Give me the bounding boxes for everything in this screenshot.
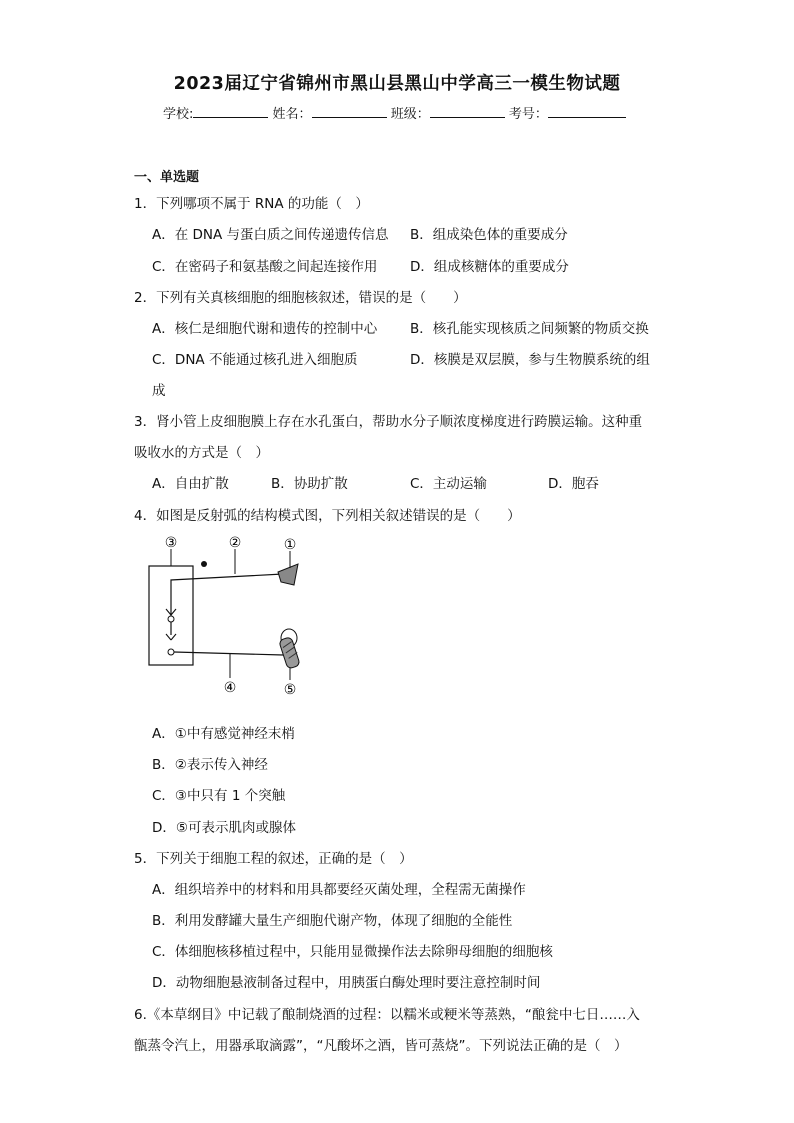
label-3: ③ <box>164 535 178 551</box>
q2-option-a: A．核仁是细胞代谢和遗传的控制中心 <box>152 321 378 337</box>
q6-stem-line1: 6.《本草纲目》中记载了酿制烧酒的过程：以糯米或粳米等蒸熟，“酿瓮中七日……入 <box>134 1007 640 1023</box>
label-4: ④ <box>223 680 237 696</box>
q1-option-a: A．在 DNA 与蛋白质之间传递遗传信息 <box>152 227 389 243</box>
q3-option-d: D．胞吞 <box>548 476 599 492</box>
school-blank <box>193 105 268 118</box>
ganglion-dot <box>201 561 207 567</box>
q4-stem: 4．如图是反射弧的结构模式图，下列相关叙述错误的是（ ） <box>134 508 521 524</box>
q5-option-b: B．利用发酵罐大量生产细胞代谢产物，体现了细胞的全能性 <box>152 913 513 929</box>
q4-option-a: A．①中有感觉神经末梢 <box>152 726 295 742</box>
q2-option-d-continued: 成 <box>152 383 166 399</box>
id-label: 考号： <box>508 107 548 122</box>
synapse-node-1 <box>168 616 174 622</box>
q3-option-c: C．主动运输 <box>410 476 487 492</box>
school-label: 学校: <box>163 107 194 122</box>
q4-option-b: B．②表示传入神经 <box>152 757 268 773</box>
q2-option-b: B．核孔能实现核质之间频繁的物质交换 <box>410 321 649 337</box>
name-label: 姓名： <box>272 107 312 122</box>
q2-option-d: D．核膜是双层膜，参与生物膜系统的组 <box>410 352 650 368</box>
q3-option-a: A．自由扩散 <box>152 476 229 492</box>
q1-stem: 1．下列哪项不属于 RNA 的功能（ ） <box>134 196 369 212</box>
q1-option-c: C．在密码子和氨基酸之间起连接作用 <box>152 259 378 275</box>
id-blank <box>548 105 626 118</box>
q5-option-c: C．体细胞核移植过程中，只能用显微操作法去除卵母细胞的细胞核 <box>152 944 553 960</box>
class-label: 班级： <box>390 107 430 122</box>
effector-shape <box>279 629 301 669</box>
q3-stem-line1: 3．肾小管上皮细胞膜上存在水孔蛋白，帮助水分子顺浓度梯度进行跨膜运输。这种重 <box>134 414 643 430</box>
q5-option-d: D．动物细胞悬液制备过程中，用胰蛋白酶处理时要注意控制时间 <box>152 975 541 991</box>
reflex-arc-figure <box>140 530 315 700</box>
q3-stem-line2: 吸收水的方式是（ ） <box>134 445 269 461</box>
label-5: ⑤ <box>283 682 297 698</box>
q5-stem: 5．下列关于细胞工程的叙述，正确的是（ ） <box>134 851 413 867</box>
label-1: ① <box>283 537 297 553</box>
q2-stem: 2．下列有关真核细胞的细胞核叙述，错误的是（ ） <box>134 290 467 306</box>
q4-option-c: C．③中只有 1 个突触 <box>152 788 286 804</box>
q4-option-d: D．⑤可表示肌肉或腺体 <box>152 820 296 836</box>
student-info-line <box>163 103 626 122</box>
name-blank <box>312 105 387 118</box>
afferent-nerve-line <box>171 574 283 635</box>
q3-option-b: B．协助扩散 <box>271 476 348 492</box>
exam-title: 2023届辽宁省锦州市黑山县黑山中学高三一模生物试题 <box>173 74 621 94</box>
q5-option-a: A．组织培养中的材料和用具都要经灭菌处理，全程需无菌操作 <box>152 882 526 898</box>
q1-option-b: B．组成染色体的重要成分 <box>410 227 568 243</box>
receptor-shape <box>278 564 298 585</box>
efferent-nerve-line <box>174 652 283 655</box>
q6-stem-line2: 甑蒸令汽上，用器承取滴露”，“凡酸坏之酒，皆可蒸烧”。下列说法正确的是（ ） <box>134 1038 628 1054</box>
q1-option-d: D．组成核糖体的重要成分 <box>410 259 569 275</box>
section-heading: 一、单选题 <box>134 170 200 185</box>
label-2: ② <box>228 535 242 551</box>
motor-neuron-node <box>168 649 174 655</box>
q2-option-c: C．DNA 不能通过核孔进入细胞质 <box>152 352 358 368</box>
class-blank <box>430 105 505 118</box>
